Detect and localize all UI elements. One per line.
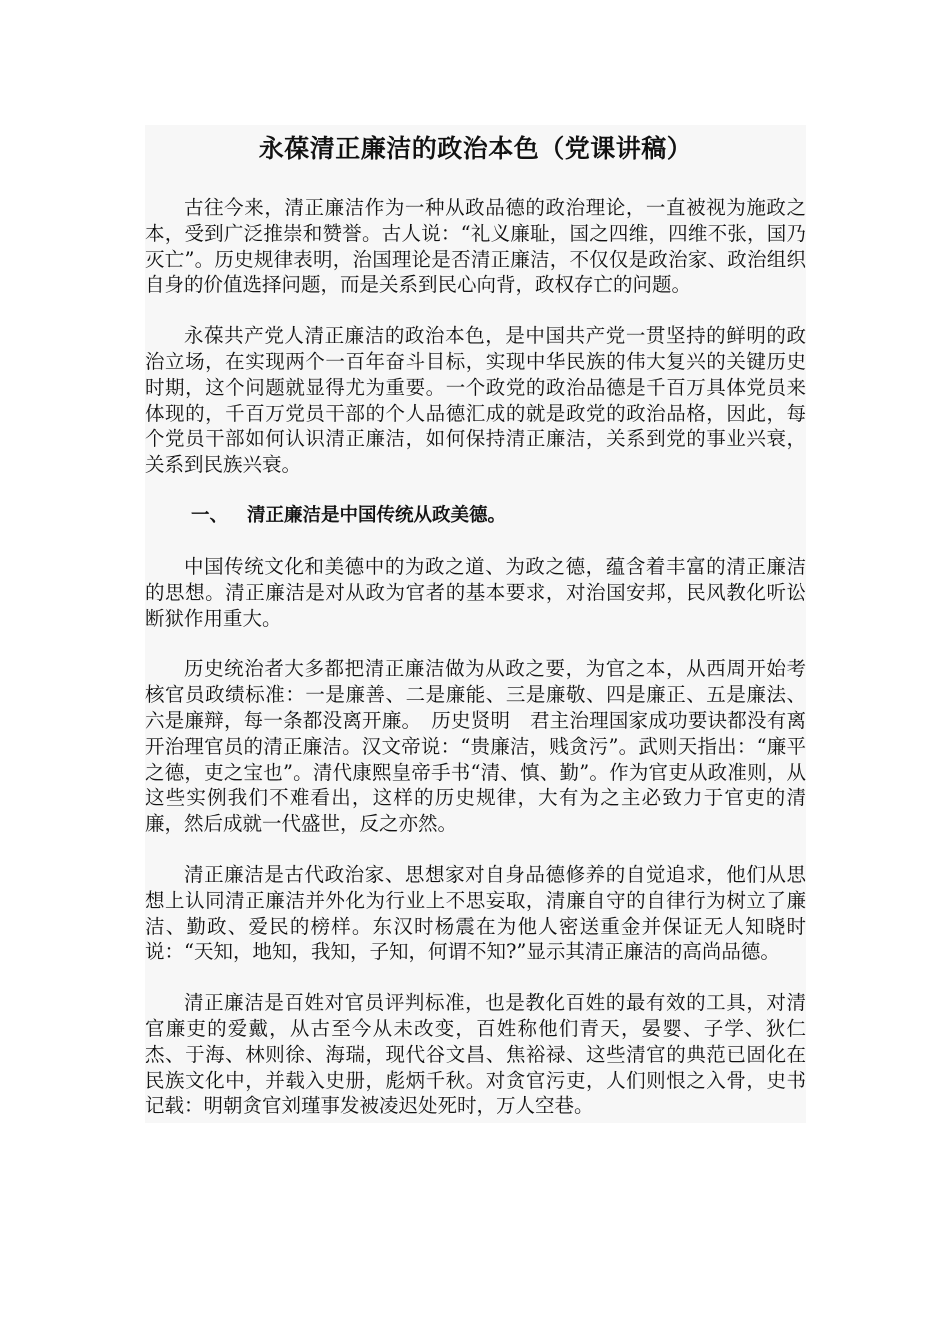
paragraph-traditional-culture: 中国传统文化和美德中的为政之道、为政之德，蕴含着丰富的清正廉洁的思想。清正廉洁是对从政为官者的基本要求，对治国安邦，民风教化听讼断狱作用重大。: [145, 554, 806, 630]
paragraph-intro: 古往今来，清正廉洁作为一种从政品德的政治理论，一直被视为施政之本，受到广泛推崇和赞誉。古人说：“礼义廉耻，国之四维，四维不张，国乃灭亡”。历史规律表明，治国理论是否清正廉洁，不仅仅是政治家、政治组织自身的价值选择问题，而是关系到民心向背，政权存亡的问题。: [145, 196, 806, 297]
document-title: 永葆清正廉洁的政治本色（党课讲稿）: [258, 134, 693, 163]
paragraph-self-cultivation: 清正廉洁是古代政治家、思想家对自身品德修养的自觉追求，他们从思想上认同清正廉洁并外化为行业上不思妄取，清廉自守的自律行为树立了廉洁、勤政、爱民的榜样。东汉时杨震在为他人密送重金并保证无人知晓时说：“天知，地知，我知，子知，何谓不知?”显示其清正廉洁的高尚品德。: [145, 862, 806, 964]
section-heading: [145, 503, 806, 529]
paragraph-public-standard: 清正廉洁是百姓对官员评判标准，也是教化百姓的最有效的工具，对清官廉吏的爱戴，从古至今从未改变，百姓称他们青天，晏婴、子学、狄仁杰、于海、林则徐、海瑞，现代谷文昌、焦裕禄、这些清官的典范已固化在民族文化中，并载入史册，彪炳千秋。对贪官污吏，人们则恨之入骨，史书记载：明朝贪官刘瑾事发被凌迟处死时，万人空巷。: [145, 991, 806, 1118]
section-number: 一、: [191, 504, 229, 526]
document-page: [145, 125, 806, 1123]
paragraph-party-character: 永葆共产党人清正廉洁的政治本色，是中国共产党一贯坚持的鲜明的政治立场，在实现两个一百年奋斗目标，实现中华民族的伟大复兴的关键历史时期，这个问题就显得尤为重要。一个政党的政治品德是千百万具体党员来体现的，千百万党员干部的个人品德汇成的就是政党的政治品格，因此，每个党员干部如何认识清正廉洁，如何保持清正廉洁，关系到党的事业兴衰，关系到民族兴衰。: [145, 324, 806, 477]
paragraph-history-rulers: 历史统治者大多都把清正廉洁做为从政之要，为官之本，从西周开始考核官员政绩标准：一是廉善、二是廉能、三是廉敬、四是廉正、五是廉法、六是廉辩，每一条都没离开廉。 历史贤明 君主治理国家成功要诀都没有离开治理官员的清正廉洁。汉文帝说：“贵廉洁，贱贪污”。武则天指出：“廉平之德，吏之宝也”。清代康熙皇帝手书“清、慎、勤”。作为官吏从政准则，从这些实例我们不难看出，这样的历史规律，大有为之主必致力于官吏的清廉，然后成就一代盛世，反之亦然。: [145, 657, 806, 836]
section-heading-text: 清正廉洁是中国传统从政美德。: [247, 504, 507, 526]
